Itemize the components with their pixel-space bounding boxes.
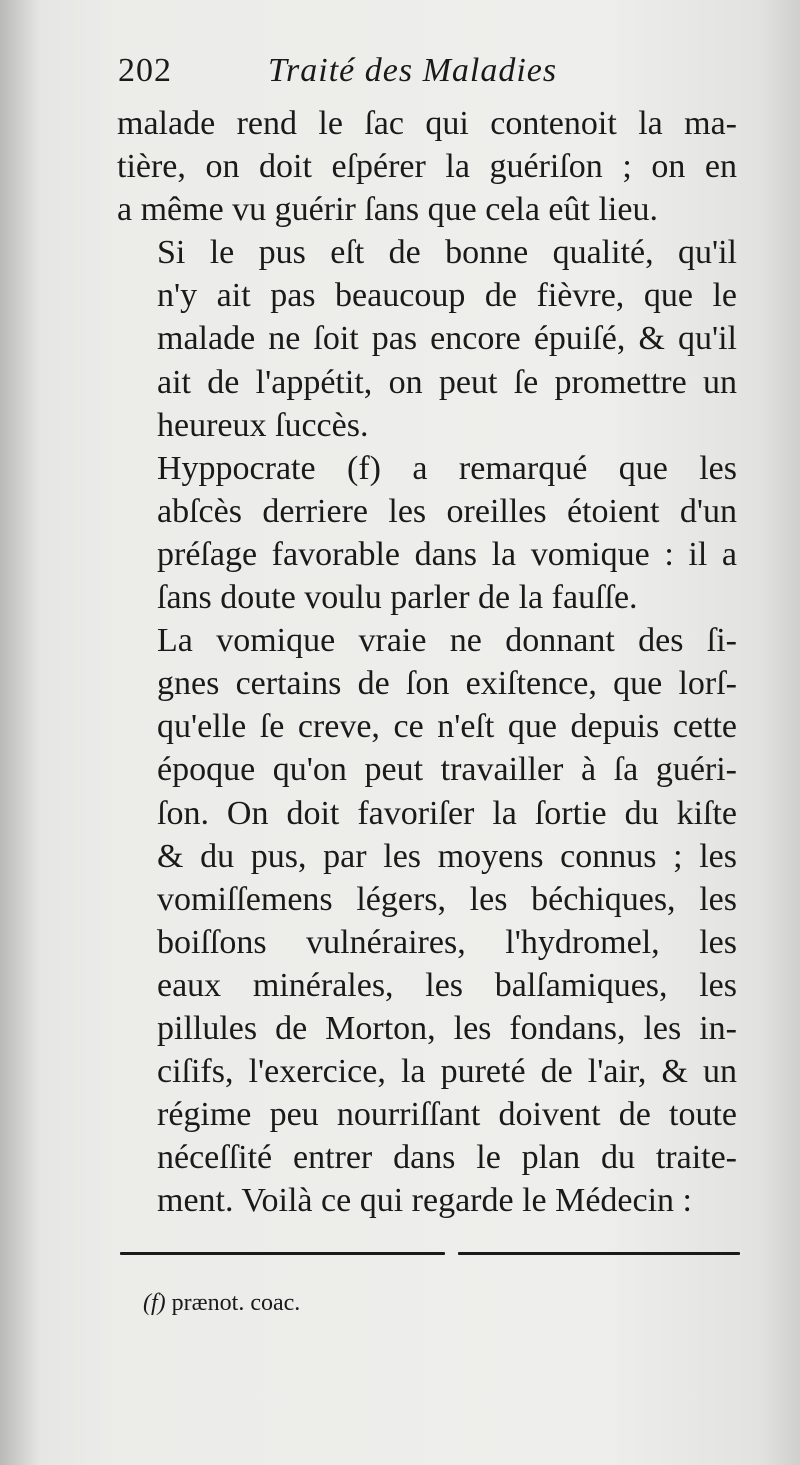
text-line: boiſſons vulnéraires, l'hydromel, les [157,923,737,961]
text-line: ſon. On doit favoriſer la ſortie du kiſte [157,794,737,832]
footnote-marker: (f) [143,1290,166,1316]
text-line: n'y ait pas beaucoup de fièvre, que le [157,277,737,315]
paragraph [117,231,737,446]
text-line: malade ne ſoit pas encore épuiſé, & qu'il [157,320,737,358]
text-line: malade rend le ſac qui contenoit la ma- [117,105,737,142]
text-line: régime peu nourriſſant doivent de toute [157,1096,737,1134]
body-text [117,102,737,1222]
separator-rule-right [458,1252,740,1255]
paragraph [117,447,737,619]
text-line: ait de l'appétit, on peut ſe promettre un [157,363,737,401]
text-line: eaux minérales, les balſamiques, les [157,966,737,1004]
text-line: a même vu guérir ſans que cela eût lieu. [117,191,658,229]
text-line: & du pus, par les moyens connus ; les [157,837,737,875]
text-line: heureux ſuccès. [157,406,369,444]
paragraph [117,102,737,231]
footnote [143,1290,300,1317]
text-line: époque qu'on peut travailler à ſa guéri- [157,751,737,789]
separator-rule-left [120,1252,445,1255]
text-line: préſage favorable dans la vomique : il a [157,535,737,573]
text-line: vomiſſemens légers, les béchiques, les [157,880,737,918]
text-line: tière, on doit eſpérer la guériſon ; on en [117,148,737,186]
text-line: abſcès derriere les oreilles étoient d'un [157,492,737,530]
running-title: Traité des Maladies [268,52,558,89]
paragraph [117,619,737,1222]
text-line: Hyppocrate (f) a remarqué que les [157,449,737,487]
page-number: 202 [118,52,172,89]
text-line: ſans doute voulu parler de la fauſſe. [157,579,638,617]
text-line: La vomique vraie ne donnant des ſi- [157,622,737,660]
footnote-separator [120,1252,740,1258]
text-line: qu'elle ſe creve, ce n'eſt que depuis cette [157,708,737,746]
text-line: ciſifs, l'exercice, la pureté de l'air, & un [157,1053,737,1091]
text-line: néceſſité entrer dans le plan du traite- [157,1139,737,1177]
text-line: ment. Voilà ce qui regarde le Médecin : [157,1182,693,1220]
page-header [118,52,758,102]
footnote-text: prænot. coac. [171,1290,301,1316]
text-line: gnes certains de ſon exiſtence, que lorſ- [157,665,737,703]
text-line: Si le pus eſt de bonne qualité, qu'il [157,234,737,272]
text-line: pillules de Morton, les fondans, les in- [157,1009,737,1047]
